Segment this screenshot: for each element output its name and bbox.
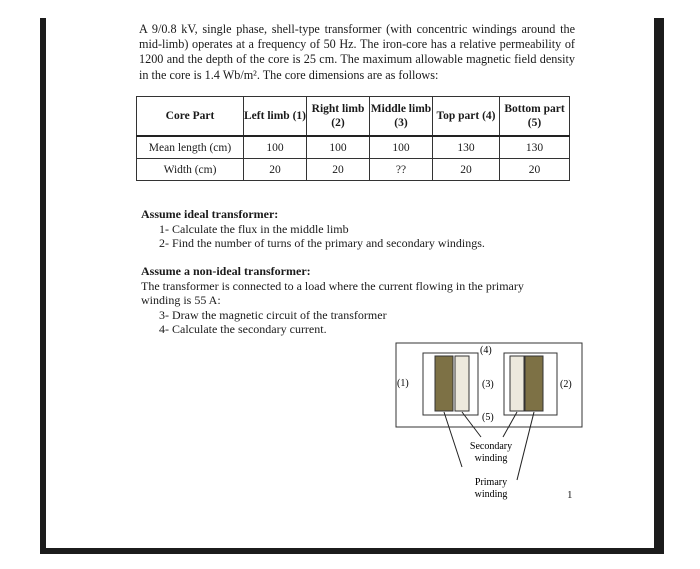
table-cell: Width (cm): [137, 159, 244, 181]
nonideal-text: The transformer is connected to a load where the current flowing in the primary winding is 55 A:: [141, 278, 524, 307]
table-header: Core Part: [137, 97, 244, 137]
table-header: Middle limb (3): [370, 97, 433, 137]
table-cell: 20: [433, 159, 500, 181]
table-cell: 20: [244, 159, 307, 181]
transformer-diagram: [393, 340, 583, 510]
list-item: 4- Calculate the secondary current.: [159, 322, 327, 336]
page-frame-bottom: [40, 548, 664, 554]
table-row: [137, 136, 570, 159]
table-cell: 20: [500, 159, 570, 181]
label-right-limb: (2): [560, 379, 572, 390]
table-cell: 130: [500, 136, 570, 159]
primary-winding-right: [525, 356, 543, 411]
primary-caption-1: Primary: [474, 477, 508, 488]
table-cell: ??: [370, 159, 433, 181]
transformer-svg: [393, 340, 583, 510]
table-cell: 20: [307, 159, 370, 181]
label-top-part: (4): [480, 345, 492, 356]
table-cell: 100: [244, 136, 307, 159]
nonideal-heading: Assume a non-ideal transformer:: [141, 264, 311, 278]
label-left-limb: (1): [397, 378, 409, 389]
page-frame-right: [654, 18, 664, 553]
secondary-caption-1: Secondary: [469, 441, 513, 452]
nonideal-section: [141, 264, 561, 337]
table-header-row: [137, 97, 570, 137]
table-header: Left limb (1): [244, 97, 307, 137]
ideal-section: [141, 207, 485, 251]
primary-winding-left: [435, 356, 453, 411]
table-cell: 130: [433, 136, 500, 159]
secondary-winding-right: [510, 356, 524, 411]
table-cell: 100: [307, 136, 370, 159]
table-row: [137, 159, 570, 181]
page-frame-left: [40, 18, 46, 553]
list-item: 2- Find the number of turns of the primary and secondary windings.: [159, 236, 485, 250]
label-bottom-part: (5): [482, 412, 494, 423]
secondary-caption-2: winding: [474, 453, 508, 464]
core-dimensions-table: [136, 96, 570, 181]
ideal-heading: Assume ideal transformer:: [141, 207, 279, 221]
table-cell: Mean length (cm): [137, 136, 244, 159]
table-header: Right limb (2): [307, 97, 370, 137]
problem-intro: A 9/0.8 kV, single phase, shell-type transformer (with concentric windings around the mid-limb) operates at a frequency of 50 Hz. The iron-core has a relative permeability of 1200 and the depth of the core is 25 cm. The maximum allowable magnetic field density in the core is 1.4 Wb/m². The core dimensions are as follows:: [139, 22, 575, 82]
table-cell: 100: [370, 136, 433, 159]
primary-caption-2: winding: [474, 489, 508, 500]
label-middle-limb: (3): [482, 379, 494, 390]
list-item: 3- Draw the magnetic circuit of the transformer: [159, 307, 387, 322]
list-item: 1- Calculate the flux in the middle limb: [159, 221, 349, 236]
table-header: Top part (4): [433, 97, 500, 137]
secondary-winding-left: [455, 356, 469, 411]
page-number: 1: [567, 489, 573, 501]
table-header: Bottom part (5): [500, 97, 570, 137]
